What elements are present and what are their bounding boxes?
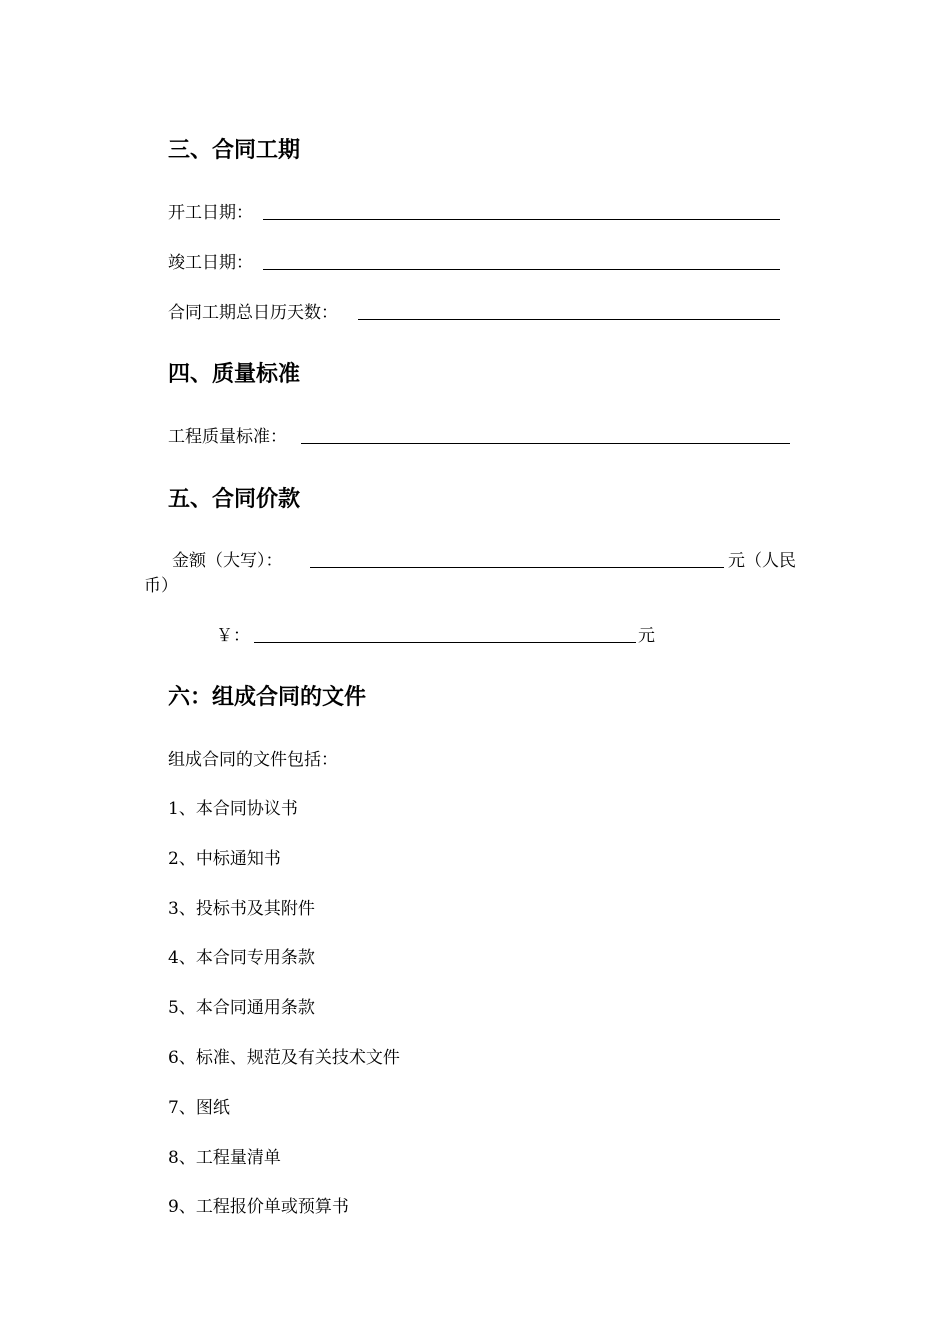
total-days-label: 合同工期总日历天数： [168,303,338,323]
amount-figures-unit: 元 [638,626,655,646]
list-item: 2、中标通知书 [168,849,281,869]
list-item: 5、本合同通用条款 [168,998,315,1018]
quality-standard-label: 工程质量标准： [168,427,287,447]
section-heading-documents: 六：组成合同的文件 [168,685,367,710]
amount-figures-label: ￥： [216,626,250,646]
list-item: 1、本合同协议书 [168,799,298,819]
start-date-blank[interactable] [263,219,780,220]
amount-words-label: 金额（大写）： [172,551,283,571]
list-item: 3、投标书及其附件 [168,899,315,919]
end-date-blank[interactable] [263,269,780,270]
section-heading-quality: 四、质量标准 [168,362,301,387]
list-item: 9、工程报价单或预算书 [168,1197,349,1217]
amount-words-blank[interactable] [310,567,724,568]
amount-words-unit: 元（人民 [728,551,796,571]
start-date-label: 开工日期： [168,203,253,223]
section-heading-period: 三、合同工期 [168,138,301,163]
list-item: 8、工程量清单 [168,1148,281,1168]
list-item: 7、图纸 [168,1098,230,1118]
quality-standard-blank[interactable] [301,443,790,444]
amount-figures-blank[interactable] [254,642,636,643]
list-item: 4、本合同专用条款 [168,948,315,968]
end-date-label: 竣工日期： [168,253,253,273]
amount-words-unit-continued: 币） [144,576,178,596]
total-days-blank[interactable] [358,319,780,320]
list-item: 6、标准、规范及有关技术文件 [168,1048,400,1068]
section-heading-price: 五、合同价款 [168,487,301,512]
documents-intro: 组成合同的文件包括： [168,750,338,770]
